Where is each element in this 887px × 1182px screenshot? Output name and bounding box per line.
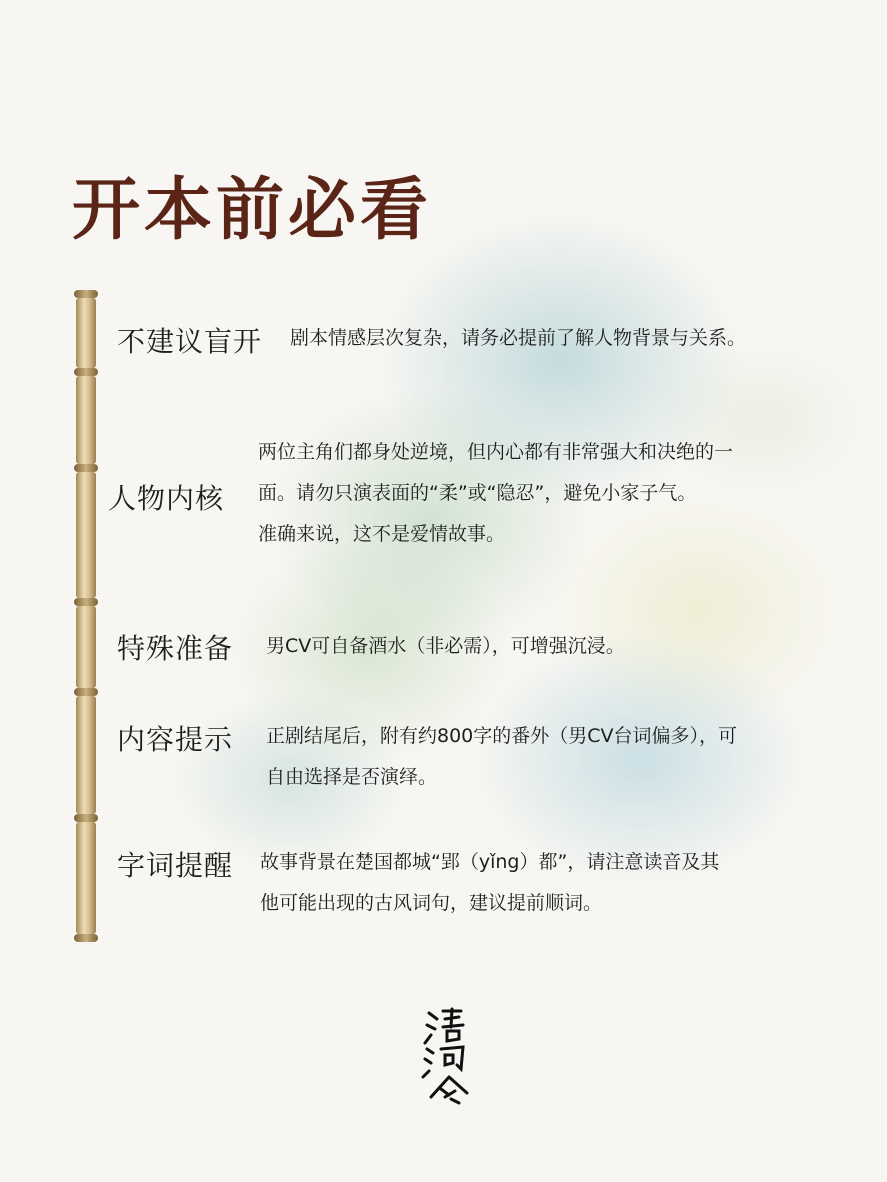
text-line: 自由选择是否演绎。 bbox=[266, 766, 438, 788]
text-line: 两位主角们都身处逆境，但内心都有非常强大和决绝的一 bbox=[258, 441, 734, 463]
section-text-special-prep bbox=[266, 626, 625, 667]
text-line: 正剧结尾后，附有约800字的番外（男CV台词偏多），可 bbox=[266, 725, 738, 747]
section-label-word-reminder: 字词提醒 bbox=[117, 849, 234, 882]
page-title: 开本前必看 bbox=[72, 170, 433, 250]
text-line: 准确来说，这不是爱情故事。 bbox=[258, 523, 506, 545]
section-text-blind-open bbox=[290, 318, 746, 359]
section-text-character-core bbox=[258, 432, 733, 555]
section-label-blind-open: 不建议盲开 bbox=[117, 325, 263, 358]
scroll-rod-icon bbox=[76, 290, 96, 945]
text-line: 他可能出现的古风词句，建议提前顺词。 bbox=[260, 892, 603, 914]
text-line: 故事背景在楚国都城“郢（yǐng）都”，请注意读音及其 bbox=[260, 851, 720, 873]
section-label-special-prep: 特殊准备 bbox=[117, 632, 234, 665]
section-text-content-note bbox=[266, 716, 737, 798]
section-label-content-note: 内容提示 bbox=[117, 723, 234, 756]
section-label-character-core: 人物内核 bbox=[108, 482, 225, 515]
calligraphy-signature-icon bbox=[415, 1005, 475, 1105]
section-text-word-reminder bbox=[260, 842, 719, 924]
text-line: 面。请勿只演表面的“柔”或“隐忍”，避免小家子气。 bbox=[258, 482, 697, 504]
text-line: 男CV可自备酒水（非必需），可增强沉浸。 bbox=[266, 635, 625, 657]
text-line: 剧本情感层次复杂，请务必提前了解人物背景与关系。 bbox=[290, 327, 747, 349]
